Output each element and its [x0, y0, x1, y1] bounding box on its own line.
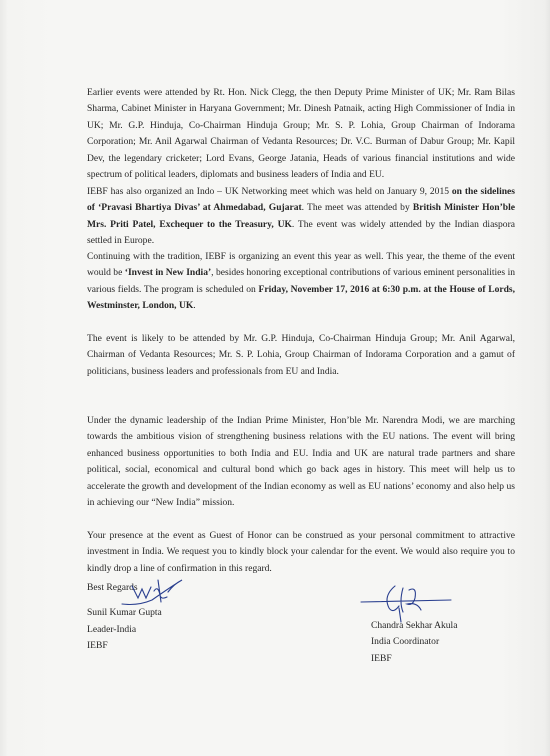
text-run: IEBF has also organized an Indo – UK Networking meet which was held on January 9, 2015 [87, 186, 452, 197]
paragraph-guest-of-honor: Your presence at the event as Guest of Honor can be construed as your personal commitment to attractive investment in India. We request you to kindly block your calendar for the event. We would also require you to kindly drop a line of confirmation in this regard. [87, 530, 515, 574]
text-run: Continuing with the tradition, IEBF is organizing an event this year as well. This year, the theme of the event would be [87, 251, 515, 279]
signatory-org: IEBF [371, 652, 392, 664]
paragraph-indo-uk-meet [87, 184, 515, 250]
text-run: , besides honoring exceptional contributions of various eminent personalities in various fields. The program is scheduled on [87, 267, 515, 295]
paragraph-this-year-event [87, 249, 515, 315]
signatory-name: Chandra Sekhar Akula [371, 620, 458, 631]
paragraph-earlier-events: Earlier events were attended by Rt. Hon. Nick Clegg, the then Deputy Prime Minister of UK; Mr. Ram Bilas Sharma, Cabinet Minister in Haryana Government; Mr. Dinesh Patnaik, acting High Commissioner of India in UK; Mr. G.P. Hinduja, Co-Chairman Hinduja Group; Mr. S. P. Lohia, Group Chairman of Indorama Corporation; Mr. Anil Agarwal Chairman of Vedanta Resources; Dr. V.C. Burman of Dabur Group; Mr. Kapil Dev, the legendary cricketer; Lord Evans, George Jatania, Heads of various financial institutions and wide spectrum of political leaders, diplomats and business leaders of India and EU. [87, 87, 515, 181]
signatory-org: IEBF [87, 640, 108, 652]
signatory-title: Leader-India [87, 623, 137, 635]
bold-text-run: ‘Invest in New India’ [124, 267, 212, 279]
closing-text: Best Regards [87, 582, 138, 593]
text-run: . [193, 300, 196, 312]
paragraph-attendees: The event is likely to be attended by Mr. G.P. Hinduja, Co-Chairman Hinduja Group; Mr. Anil Agarwal, Chairman of Vedanta Resources; Mr. S. P. Lohia, Group Chairman of Indorama Corporation and a gamut of politicians, business leaders and professionals from EU and India. [87, 333, 515, 377]
bold-text-run: on the sidelines of ‘Pravasi Bhartiya Divas’ at Ahmedabad, Gujarat [87, 186, 515, 214]
bold-text-run: British Minister Hon’ble Mrs. Priti Patel, Exchequer to the Treasury, UK [87, 202, 515, 230]
signatory-title: India Coordinator [371, 636, 440, 648]
paragraph-leadership: Under the dynamic leadership of the Indian Prime Minister, Hon’ble Mr. Narendra Modi, we are marching towards the ambitious vision of strengthening business relations with the EU nations. The event will bring enhanced business opportunities to both India and EU. India and UK are natural trade partners and share political, social, economical and cultural bond which go back ages in history. This meet will help us to accelerate the growth and development of the Indian economy as well as EU nations’ economy and also help us in achieving our “New India” mission. [87, 415, 515, 509]
text-run: . The meet was attended by [301, 202, 413, 214]
handwritten-signature-left [110, 572, 190, 612]
text-run: . The event was widely attended by the Indian diaspora settled in Europe. [87, 218, 515, 247]
signatory-name: Sunil Kumar Gupta [87, 607, 162, 619]
bold-text-run: Friday, November 17, 2016 at 6:30 p.m. at the House of Lords, Westminster, London, UK [87, 283, 515, 312]
signoff-right [371, 618, 457, 667]
